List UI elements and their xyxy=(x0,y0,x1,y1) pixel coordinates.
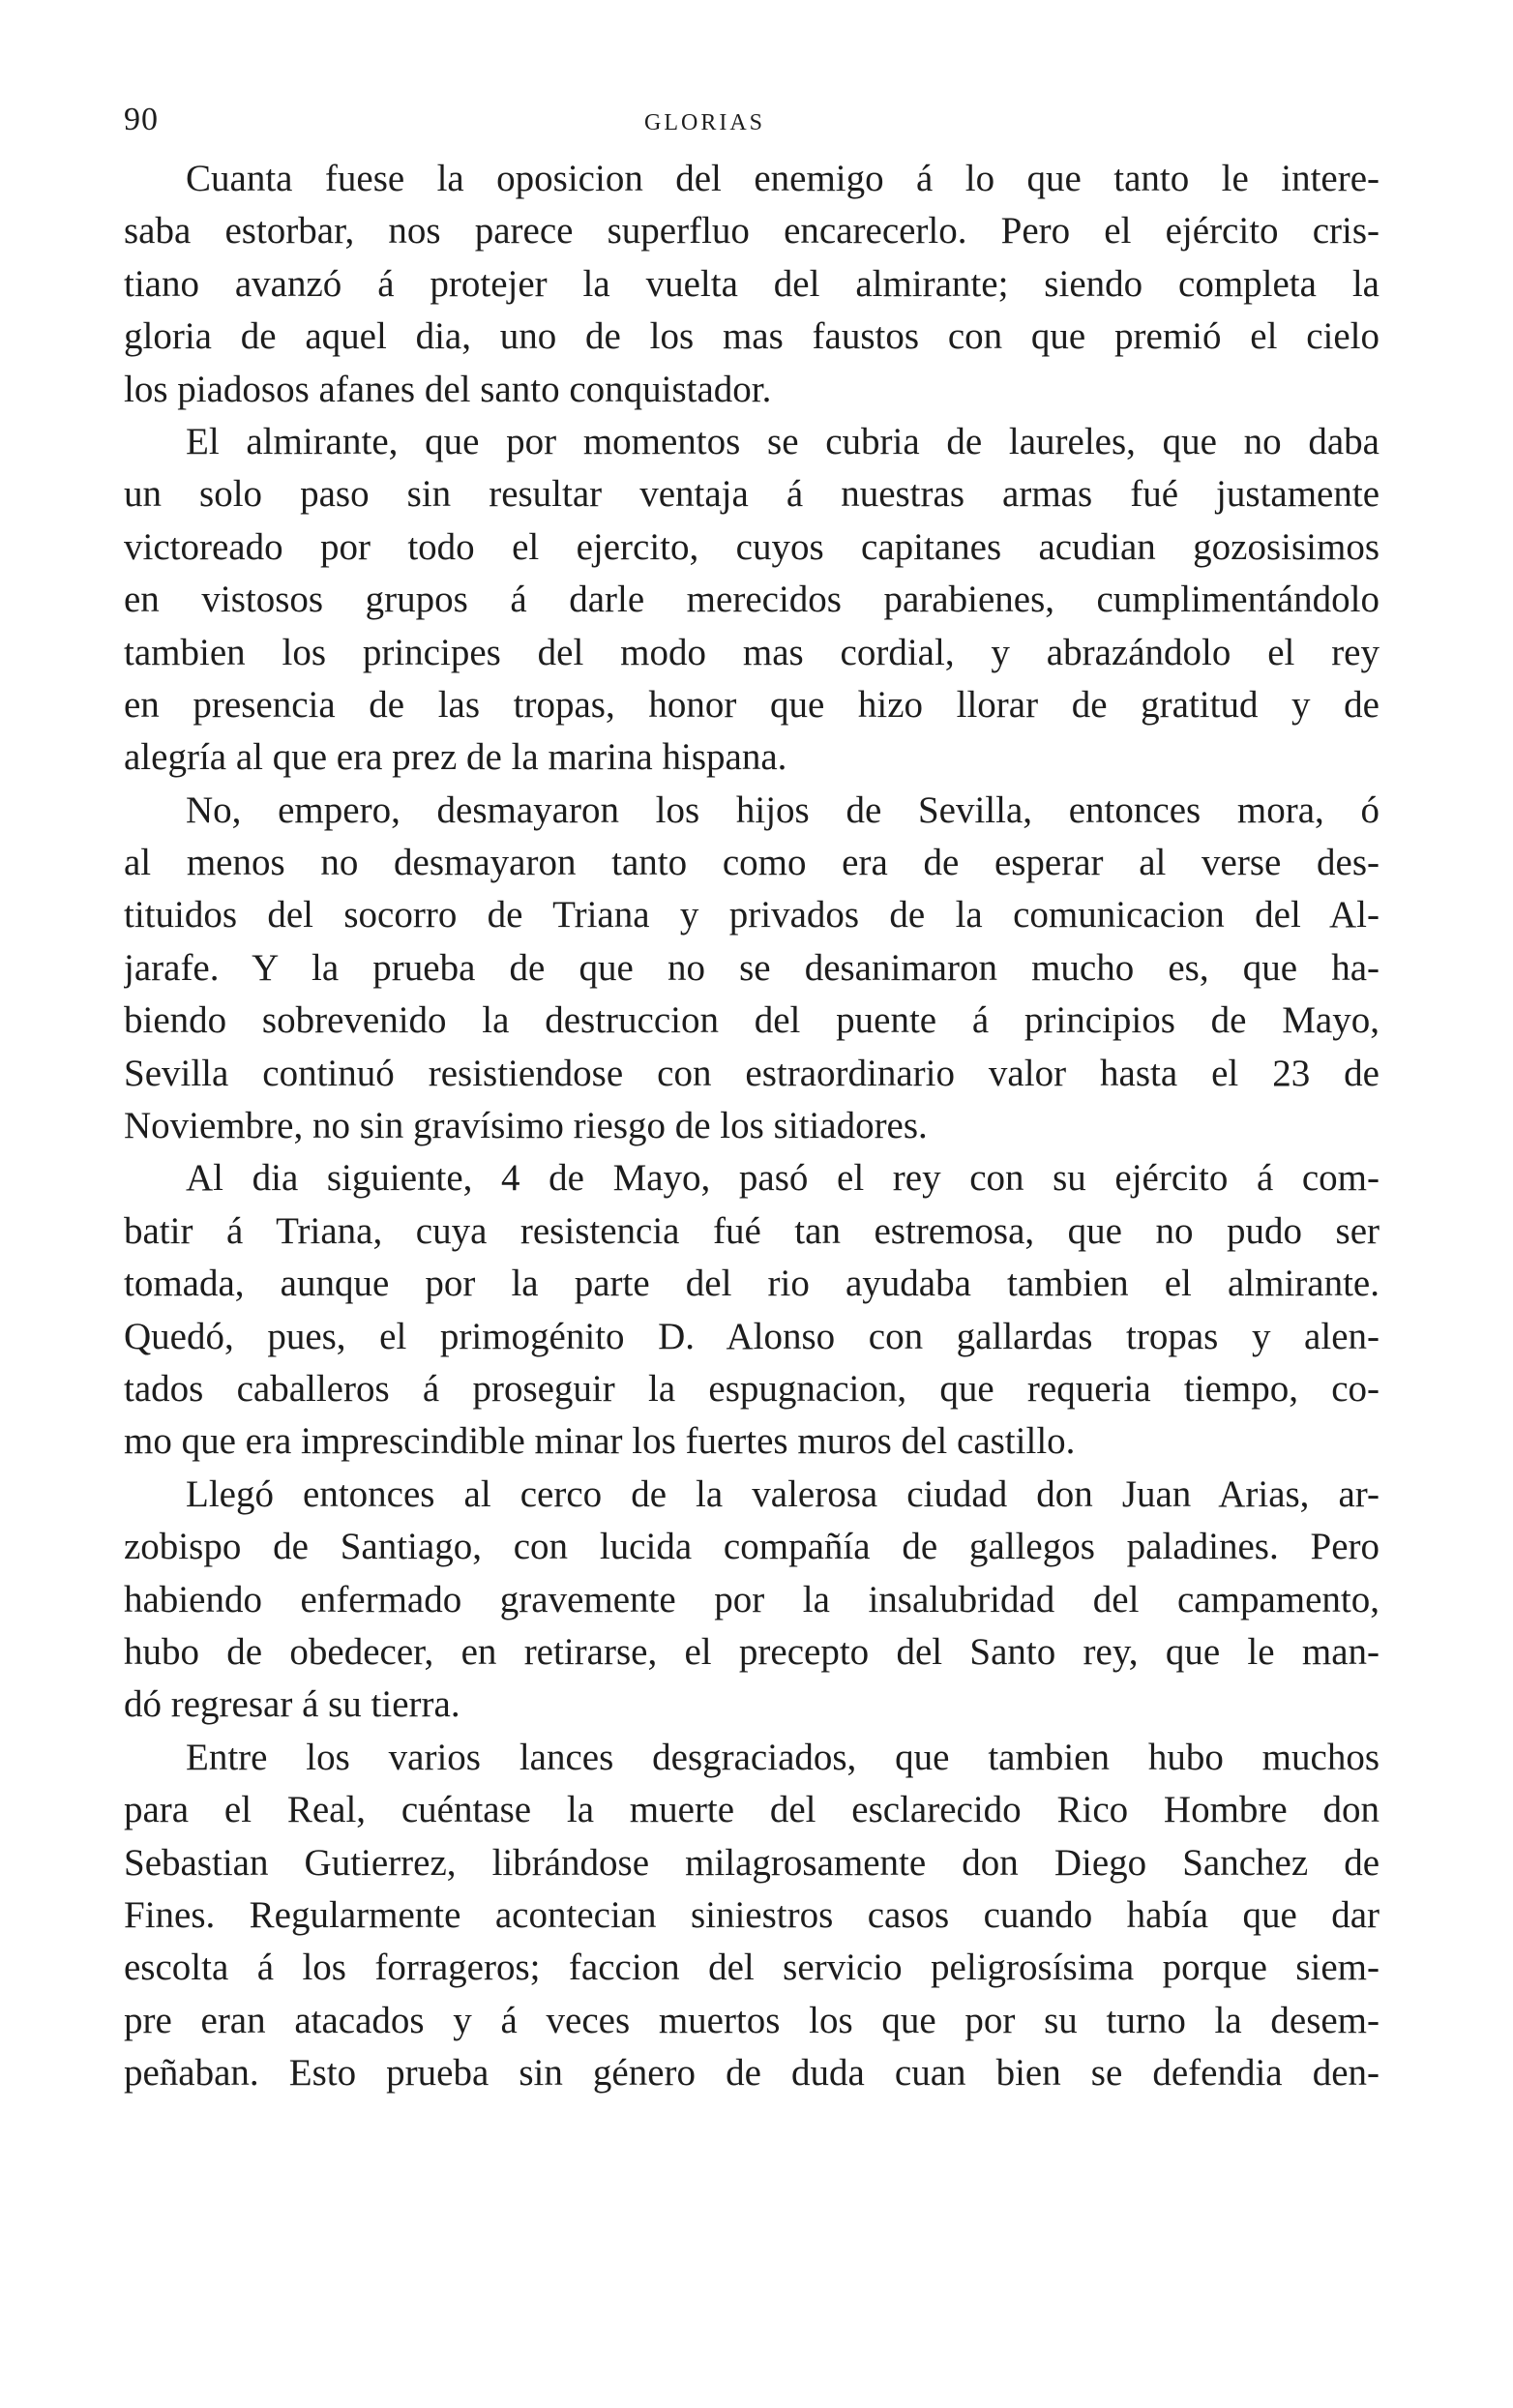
text-line: tiano avanzó á protejer la vuelta del almirante; siendo completa la xyxy=(124,262,1380,305)
text-line: Al dia siguiente, 4 de Mayo, pasó el rey con su ejército á com- xyxy=(186,1157,1380,1200)
text-line: Entre los varios lances desgraciados, que tambien hubo muchos xyxy=(186,1736,1380,1778)
text-line: gloria de aquel dia, uno de los mas faustos con que premió el cielo xyxy=(124,315,1380,358)
text-line: tituidos del socorro de Triana y privados de la comunicacion del Al- xyxy=(124,894,1380,936)
text-line: los piadosos afanes del santo conquistador. xyxy=(124,368,772,410)
text-line: tomada, aunque por la parte del rio ayudaba tambien el almirante. xyxy=(124,1263,1380,1305)
text-line: saba estorbar, nos parece superfluo encarecerlo. Pero el ejército cris- xyxy=(124,210,1380,253)
text-line: tambien los principes del modo mas cordial, y abrazándolo el rey xyxy=(124,631,1380,673)
text-line: escolta á los forrageros; faccion del servicio peligrosísima porque siem- xyxy=(124,1947,1380,1989)
text-line: biendo sobrevenido la destruccion del puente á principios de Mayo, xyxy=(124,999,1380,1042)
text-line: al menos no desmayaron tanto como era de esperar al verse des- xyxy=(124,842,1380,884)
text-line: habiendo enfermado gravemente por la insalubridad del campamento, xyxy=(124,1578,1380,1620)
text-line: Llegó entonces al cerco de la valerosa ciudad don Juan Arias, ar- xyxy=(186,1472,1380,1515)
page-number: 90 xyxy=(124,102,159,137)
text-line: Quedó, pues, el primogénito D. Alonso con gallardas tropas y alen- xyxy=(124,1315,1380,1357)
text-line: El almirante, que por momentos se cubria de laureles, que no daba xyxy=(186,420,1380,462)
text-line: en presencia de las tropas, honor que hizo llorar de gratitud y de xyxy=(124,683,1380,726)
text-line: No, empero, desmayaron los hijos de Sevilla, entonces mora, ó xyxy=(186,788,1380,831)
text-line: pre eran atacados y á veces muertos los que por su turno la desem- xyxy=(124,1999,1380,2041)
page-header xyxy=(124,102,1391,140)
text-line: Noviembre, no sin gravísimo riesgo de los sitiadores. xyxy=(124,1105,928,1147)
text-line: hubo de obedecer, en retirarse, el precepto del Santo rey, que le man- xyxy=(124,1630,1380,1673)
text-line: peñaban. Esto prueba sin género de duda cuan bien se defendia den- xyxy=(124,2052,1380,2095)
text-line: victoreado por todo el ejercito, cuyos capitanes acudian gozosisimos xyxy=(124,525,1380,568)
text-line: Sebastian Gutierrez, librándose milagrosamente don Diego Sanchez de xyxy=(124,1841,1380,1884)
text-line: Cuanta fuese la oposicion del enemigo á lo que tanto le intere- xyxy=(186,158,1380,199)
text-line: jarafe. Y la prueba de que no se desanimaron mucho es, que ha- xyxy=(124,946,1380,989)
text-line: Sevilla continuó resistiendose con estraordinario valor hasta el 23 de xyxy=(124,1052,1380,1094)
running-head: GLORIAS xyxy=(644,110,766,135)
text-line: zobispo de Santiago, con lucida compañía de gallegos paladines. Pero xyxy=(124,1526,1380,1568)
text-line: mo que era imprescindible minar los fuertes muros del castillo. xyxy=(124,1420,1076,1463)
text-line: para el Real, cuéntase la muerte del esclarecido Rico Hombre don xyxy=(124,1789,1380,1831)
text-line: batir á Triana, cuya resistencia fué tan estremosa, que no pudo ser xyxy=(124,1209,1380,1252)
text-line: un solo paso sin resultar ventaja á nuestras armas fué justamente xyxy=(124,473,1380,516)
text-line: Fines. Regularmente acontecian siniestros casos cuando había que dar xyxy=(124,1893,1380,1936)
text-line: en vistosos grupos á darle merecidos parabienes, cumplimentándolo xyxy=(124,579,1380,621)
text-line: alegría al que era prez de la marina hispana. xyxy=(124,736,787,779)
text-line: tados caballeros á proseguir la espugnacion, que requeria tiempo, co- xyxy=(124,1367,1380,1410)
body-text xyxy=(124,153,1380,2099)
text-line: dó regresar á su tierra. xyxy=(124,1683,460,1726)
